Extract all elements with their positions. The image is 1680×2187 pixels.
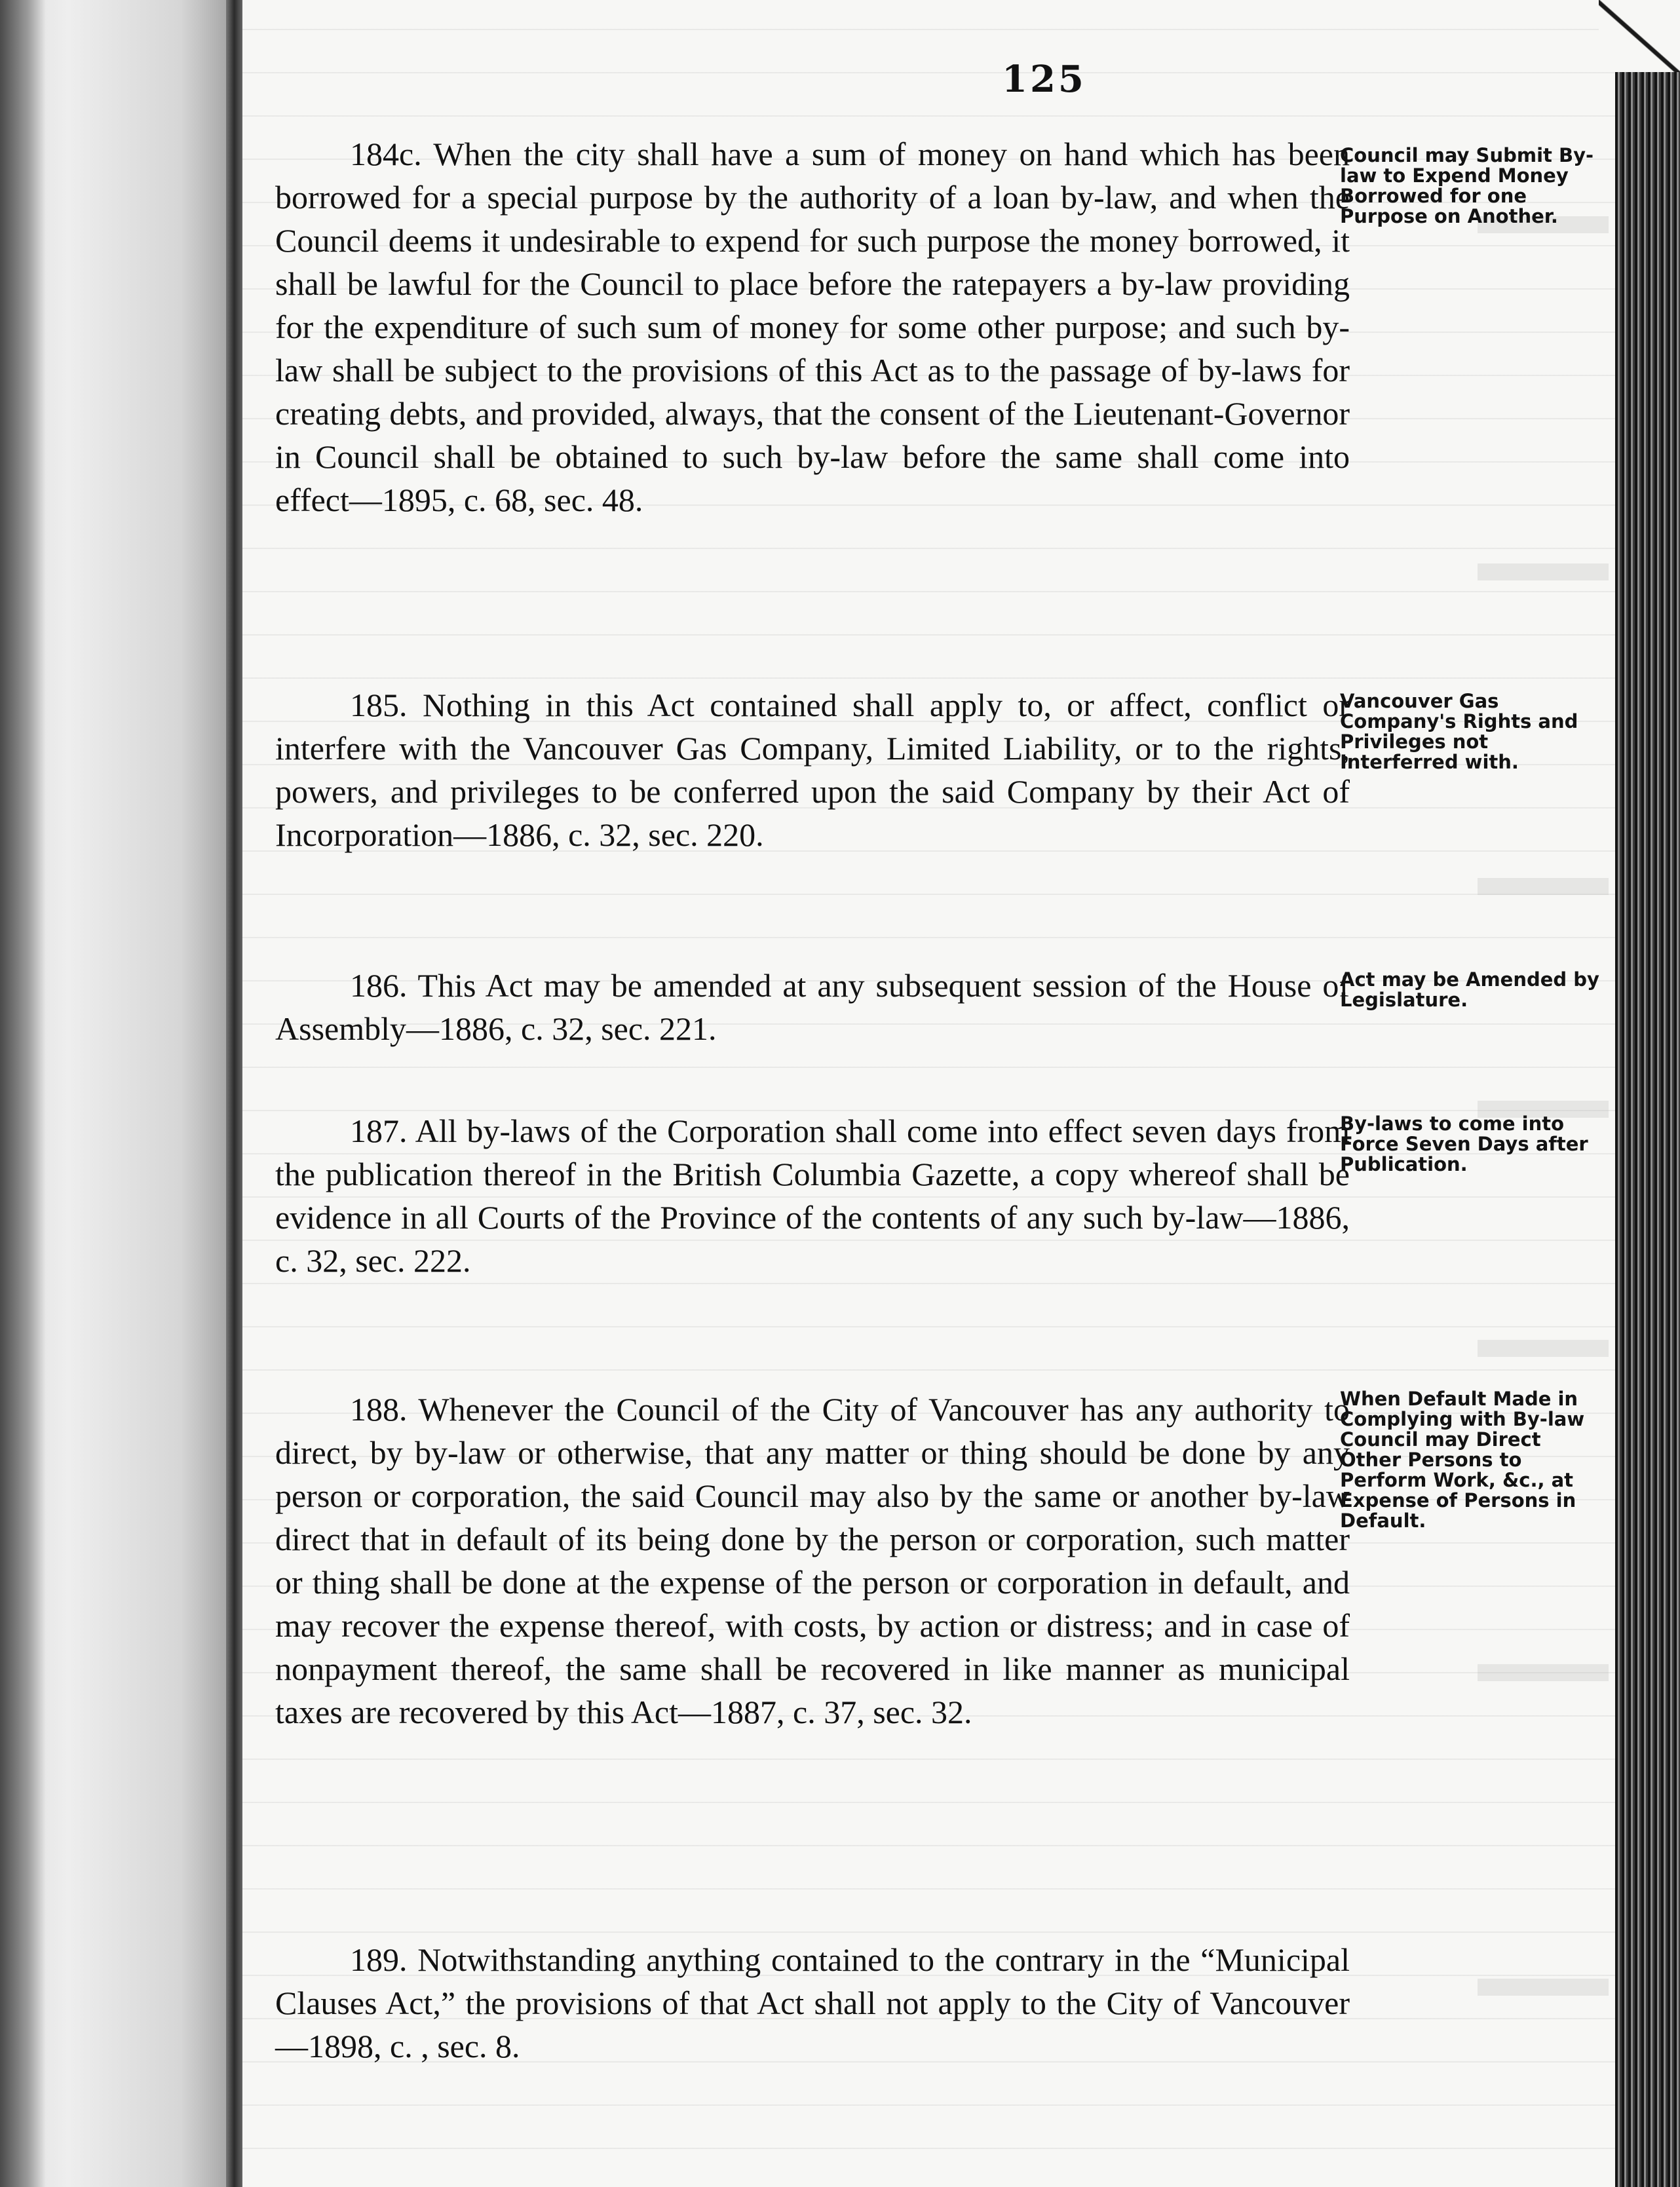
section-187 xyxy=(275,1109,1350,1282)
page-number: 125 xyxy=(1002,58,1086,101)
section-text: 188. Whenever the Council of the City of Vancouver has any authority to direct, by by-law or otherwise, that any matter or thing should be done by any person or corporation, the said Council may also by the same or another by-law direct that in default of its being done by the person or corporation, such matter or thing shall be done at the expense of the person or corporation in default, and may recover the expense thereof, with costs, by action or distress; and in case of nonpayment thereof, the same shall be recovered in like manner as municipal taxes are recovered by this Act—1887, c. 37, sec. 32. xyxy=(275,1391,1350,1730)
section-text: 184c. When the city shall have a sum of money on hand which has been borrowed for a special purpose by the authority of a loan by-law, and when the Council deems it undesirable to expend for such purpose the money borrowed, it shall be lawful for the Council to place before the ratepayers a by-law providing for the expenditure of such sum of money for some other purpose; and such by-law shall be subject to the provisions of this Act as to the passage of by-laws for creating debts, and provided, always, that the consent of the Lieutenant-Governor in Council shall be obtained to such by-law before the same shall come into effect—1895, c. 68, sec. 48. xyxy=(275,136,1350,518)
book-gutter xyxy=(226,0,242,2187)
book-page xyxy=(242,0,1615,2187)
page-shadow xyxy=(0,0,46,2187)
margin-note: Vancouver Gas Company's Rights and Privileges not Interferred with. xyxy=(1340,690,1578,773)
section-189 xyxy=(275,1938,1350,2068)
section-text: 187. All by-laws of the Corporation shall come into effect seven days from the publication thereof in the British Columbia Gazette, a copy whereof shall be evidence in all Courts of the Province of the contents of any such by-law—1886, c. 32, sec. 222. xyxy=(275,1113,1350,1279)
section-184c xyxy=(275,132,1350,522)
stacked-page-edges xyxy=(1615,0,1680,2187)
page-body xyxy=(242,0,1615,2187)
margin-note: When Default Made in Complying with By-law Council may Direct Other Persons to Perform Work, &c., at Expense of Persons in Default. xyxy=(1340,1388,1585,1532)
section-185 xyxy=(275,683,1350,856)
margin-note: Council may Submit By-law to Expend Money Borrowed for one Purpose on Another. xyxy=(1340,144,1594,227)
margin-note: By-laws to come into Force Seven Days after Publication. xyxy=(1340,1113,1588,1175)
section-188 xyxy=(275,1388,1350,1734)
page-corner-fold xyxy=(1599,0,1680,72)
margin-note: Act may be Amended by Legislature. xyxy=(1340,968,1599,1011)
section-text: 189. Notwithstanding anything contained to the contrary in the “Municipal Clauses Act,” the provisions of that Act shall not apply to the City of Vancouver—1898, c. , sec. 8. xyxy=(275,1941,1350,2064)
facing-page-edge xyxy=(0,0,226,2187)
section-186 xyxy=(275,964,1350,1050)
section-text: 186. This Act may be amended at any subsequent session of the House of Assembly—1886, c. 32, sec. 221. xyxy=(275,967,1350,1047)
section-text: 185. Nothing in this Act contained shall apply to, or affect, conflict or interfere with the Vancouver Gas Company, Limited Liability, or to the rights, powers, and privileges to be conferred upon the said Company by their Act of Incorporation—1886, c. 32, sec. 220. xyxy=(275,687,1350,853)
